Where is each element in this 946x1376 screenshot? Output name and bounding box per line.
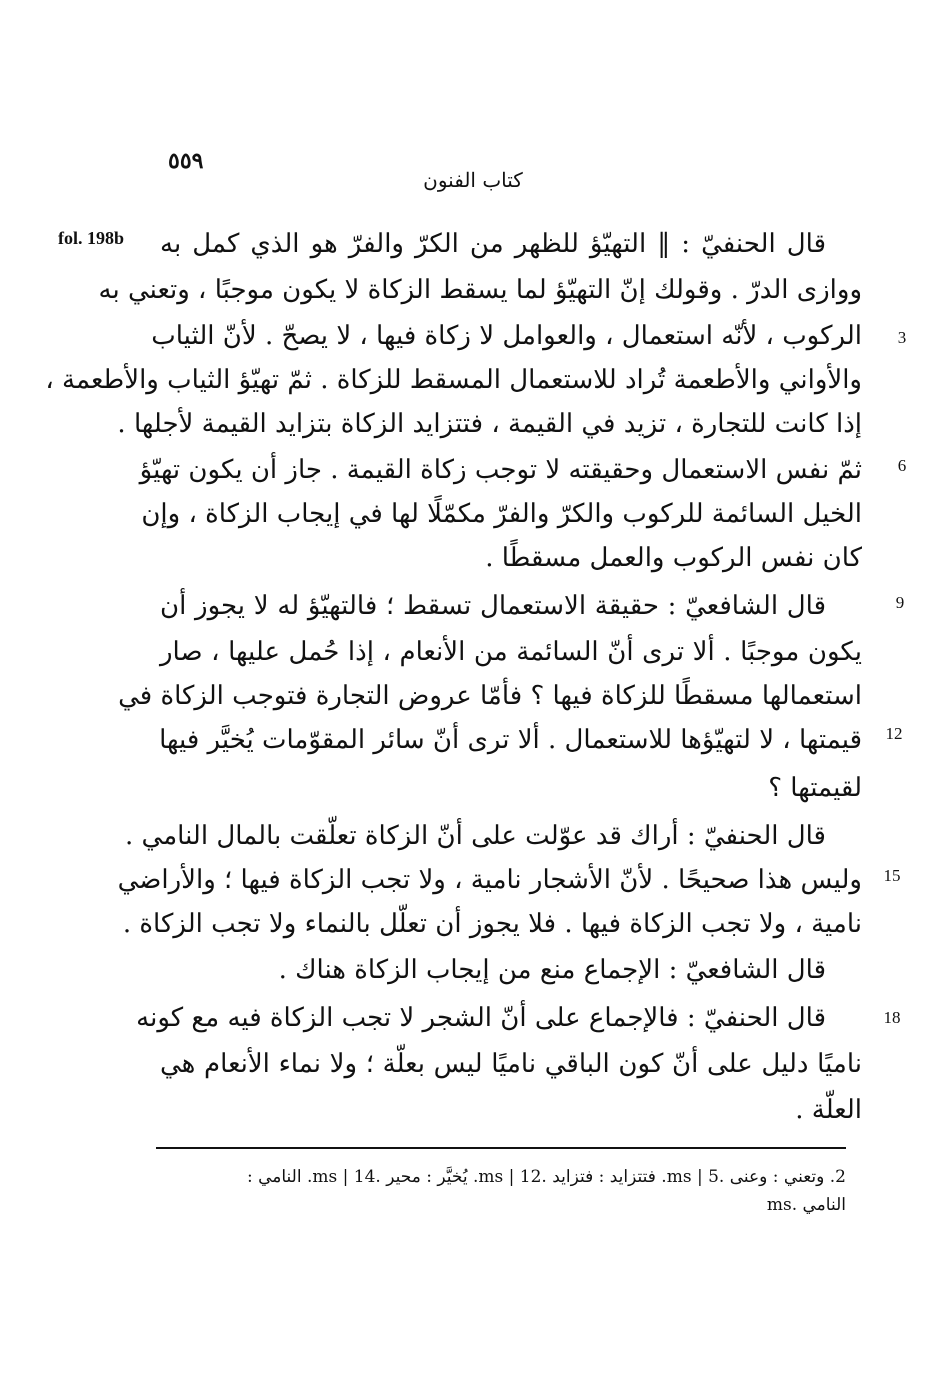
line-number: 9 [895, 593, 905, 612]
text-line: ثمّ نفس الاستعمال وحقيقته لا توجب زكاة القيمة . جاز أن يكون تهيّؤ [139, 455, 862, 485]
line-number: 12 [885, 724, 903, 743]
text-line: ناميًا دليل على أنّ كون الباقي ناميًا ليس بعلّة ؛ ولا نماء الأنعام هي [160, 1049, 862, 1079]
text-line: والأواني والأطعمة تُراد للاستعمال المسقط للزكاة . ثمّ تهيّؤ الثياب والأطعمة ، [45, 365, 862, 395]
text-line: قال الحنفيّ : أراك قد عوّلت على أنّ الزكاة تعلّقت بالمال النامي . [125, 821, 826, 851]
line-number: 15 [883, 866, 901, 885]
text-line: الخيل السائمة للركوب والكرّ والفرّ مكمّلًا لها في إيجاب الزكاة ، وإن [141, 499, 862, 529]
line-number: 18 [883, 1008, 901, 1027]
text-line: الركوب ، لأنّه استعمال ، والعوامل لا زكاة فيها ، لا يصحّ . لأنّ الثياب [151, 321, 862, 351]
text-line: العلّة . [795, 1095, 862, 1125]
apparatus-line: 2. وتعني : وعنى .ms | 5. فتتزايد : فتزايد .ms | 12. يُخيَّر : محير .ms | 14. النامي : [246, 1167, 846, 1187]
text-line: يكون موجبًا . ألا ترى أنّ السائمة من الأنعام ، إذا حُمل عليها ، صار [160, 637, 862, 667]
text-line: إذا كانت للتجارة ، تزيد في القيمة ، فتتزايد الزكاة بتزايد القيمة لأجلها . [117, 409, 862, 439]
text-line: لقيمتها ؟ [768, 773, 862, 803]
text-line: وليس هذا صحيحًا . لأنّ الأشجار نامية ، ولا تجب الزكاة فيها ؛ والأراضي [117, 865, 862, 895]
text-line: قيمتها ، لا لتهيّؤها للاستعمال . ألا ترى أنّ سائر المقوّمات يُخيَّر فيها [159, 725, 862, 755]
page-number: ٥٥٩ [168, 148, 204, 174]
apparatus-line: النامي .ms [766, 1195, 846, 1215]
running-title: كتاب الفنون [423, 168, 523, 192]
line-number: 6 [897, 456, 907, 475]
text-line: ووازى الدرّ . وقولك إنّ التهيّؤ لما يسقط الزكاة لا يكون موجبًا ، وتعني به [98, 275, 862, 305]
text-line: كان نفس الركوب والعمل مسقطًا . [485, 543, 862, 573]
folio-reference: fol. 198b [58, 228, 125, 248]
apparatus-rule [156, 1147, 846, 1149]
text-line: نامية ، ولا تجب الزكاة فيها . فلا يجوز أن تعلّل بالنماء ولا تجب الزكاة . [122, 909, 862, 939]
text-line: قال الشافعيّ : حقيقة الاستعمال تسقط ؛ فالتهيّؤ له لا يجوز أن [160, 591, 826, 621]
text-line: قال الشافعيّ : الإجماع منع من إيجاب الزكاة هناك . [278, 955, 826, 985]
text-line: قال الحنفيّ : فالإجماع على أنّ الشجر لا تجب الزكاة فيه مع كونه [136, 1003, 826, 1033]
text-line: استعمالها مسقطًا للزكاة فيها ؟ فأمّا عروض التجارة فتوجب الزكاة في [118, 681, 862, 711]
text-line: قال الحنفيّ : ‖ التهيّؤ للظهر من الكرّ والفرّ هو الذي كمل به [160, 229, 826, 259]
line-number: 3 [897, 328, 907, 347]
